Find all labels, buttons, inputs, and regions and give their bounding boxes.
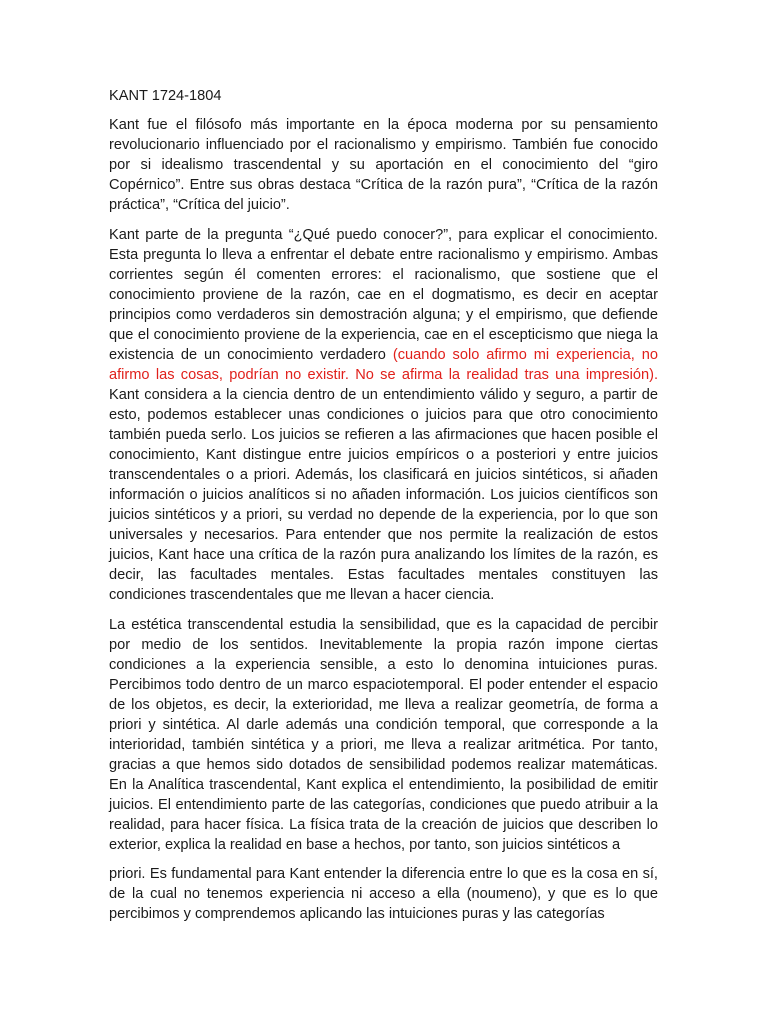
paragraph-knowledge-text-a: Kant parte de la pregunta “¿Qué puedo conocer?”, para explicar el conocimiento. Esta pregunta lo lleva a enfrentar el debate entre racionalismo y empirismo. Ambas corrientes según él comenten errores: el racionalismo, que sostiene que el conocimiento proviene de la razón, cae en el dogmatismo, es decir en aceptar principios como verdaderos sin demostración alguna; y el empirismo, que defiende que el conocimiento proviene de la experiencia, cae en el escepticismo que niega la existencia de un conocimiento verdadero (109, 227, 658, 363)
paragraph-intro: Kant fue el filósofo más importante en la época moderna por su pensamiento revolucionario influenciado por el racionalismo y empirismo. También fue conocido por si idealismo trascendental y su aportación en el conocimiento del “giro Copérnico”. Entre sus obras destaca “Crítica de la razón pura”, “Crítica de la razón práctica”, “Crítica del juicio”. (109, 117, 658, 213)
paragraph-noumenon: priori. Es fundamental para Kant entender la diferencia entre lo que es la cosa en sí, de la cual no tenemos experiencia ni acceso a ella (noumeno), y que es lo que percibimos y comprendemos aplicando las intuiciones puras y las categorías (109, 866, 658, 922)
document-title: KANT 1724-1804 (109, 88, 222, 104)
paragraph-knowledge (109, 225, 658, 605)
paragraph-knowledge-text-b: Kant considera a la ciencia dentro de un entendimiento válido y seguro, a partir de esto, podemos establecer unas condiciones o juicios para que otro conocimiento también pueda serlo. Los juicios se refieren a las afirmaciones que hacen posible el conocimiento, Kant distingue entre juicios empíricos o a posteriori y entre juicios transcendentales o a priori. Además, los clasificará en juicios sintéticos, si añaden información o juicios analíticos si no añaden información. Los juicios científicos son juicios sintéticos y a priori, su verdad no depende de la experiencia, por lo que son universales y necesarios. Para entender que nos permite la realización de estos juicios, Kant hace una crítica de la razón pura analizando los límites de la razón, es decir, las facultades mentales. Estas facultades mentales constituyen las condiciones trascendentales que me llevan a hacer ciencia. (109, 387, 658, 603)
paragraph-aesthetics: La estética transcendental estudia la sensibilidad, que es la capacidad de percibir por medio de los sentidos. Inevitablemente la propia razón impone ciertas condiciones a la experiencia sensible, a esto lo denomina intuiciones puras. Percibimos todo dentro de un marco espaciotemporal. El poder entender el espacio de los objetos, es decir, la exterioridad, me lleva a realizar geometría, de forma a priori y sintética. Al darle además una condición temporal, que corresponde a la interioridad, también sintética y a priori, me lleva a realizar aritmética. Por tanto, gracias a que hemos sido dotados de sensibilidad podemos realizar matemáticas. En la Analítica trascendental, Kant explica el entendimiento, la posibilidad de emitir juicios. El entendimiento parte de las categorías, condiciones que puedo atribuir a la realidad, para hacer física. La física trata de la creación de juicios que describen lo exterior, explica la realidad en base a hechos, por tanto, son juicios sintéticos a (109, 617, 658, 853)
highlighted-note: (cuando solo afirmo mi experiencia, no afirmo las cosas, podrían no existir. No se afirma la realidad tras una impresión). (109, 347, 658, 383)
